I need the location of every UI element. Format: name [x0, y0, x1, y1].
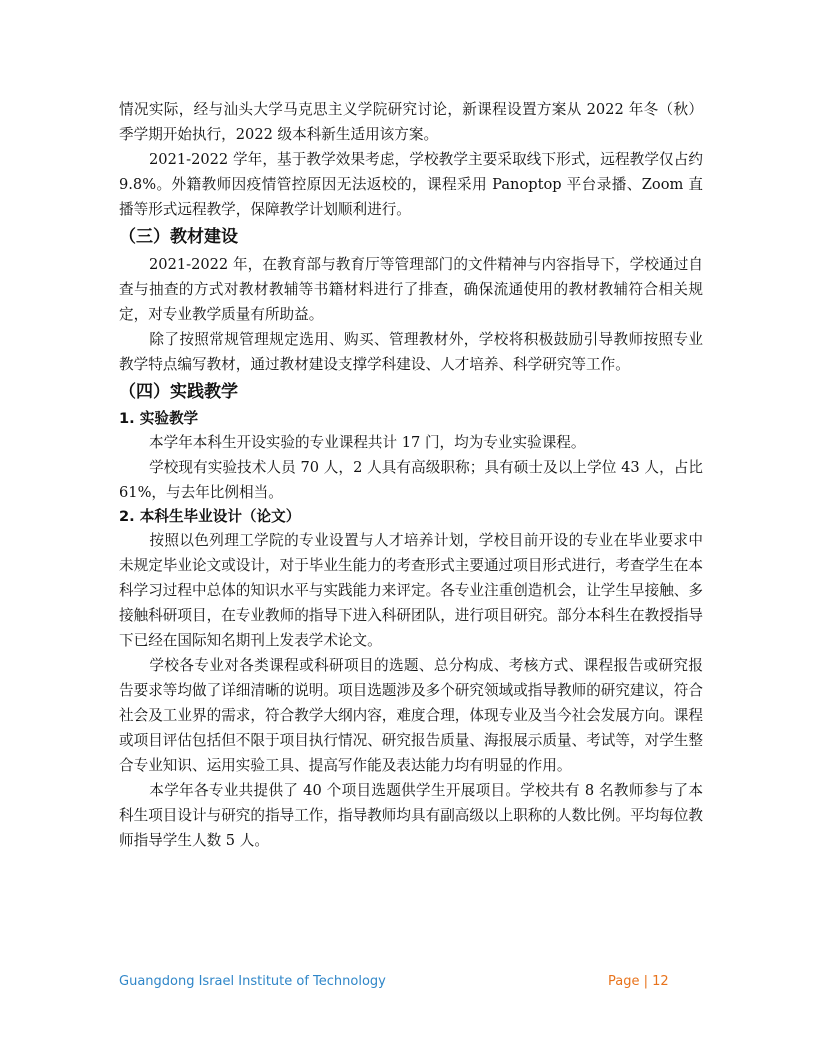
paragraph: 情况实际，经与汕头大学马克思主义学院研究讨论，新课程设置方案从 2022 年冬（秋）季学期开始执行，2022 级本科新生适用该方案。: [119, 101, 703, 143]
page-body: [119, 97, 703, 853]
footer-institution: Guangdong Israel Institute of Technology: [119, 974, 386, 989]
paragraph: 2021-2022 年，在教育部与教育厅等管理部门的文件精神与内容指导下，学校通过自查与抽查的方式对教材教辅等书籍材料进行了排查，确保流通使用的教材教辅符合相关规定，对专业教学质量有所助益。: [119, 256, 703, 323]
paragraph: 除了按照常规管理规定选用、购买、管理教材外，学校将积极鼓励引导教师按照专业教学特点编写教材，通过教材建设支撑学科建设、人才培养、科学研究等工作。: [119, 331, 703, 373]
paragraph: 本学年各专业共提供了 40 个项目选题供学生开展项目。学校共有 8 名教师参与了本科生项目设计与研究的指导工作，指导教师均具有副高级以上职称的人数比例。平均每位教师指导学生人数 5 人。: [119, 782, 703, 849]
section-heading: （三）教材建设: [119, 227, 238, 247]
paragraph: 按照以色列理工学院的专业设置与人才培养计划，学校目前开设的专业在毕业要求中未规定毕业论文或设计，对于毕业生能力的考查形式主要通过项目形式进行，考查学生在本科学习过程中总体的知识水平与实践能力来评定。各专业注重创造机会，让学生早接触、多接触科研项目，在专业教师的指导下进入科研团队，进行项目研究。部分本科生在教授指导下已经在国际知名期刊上发表学术论文。: [119, 532, 703, 649]
paragraph: 学校各专业对各类课程或科研项目的选题、总分构成、考核方式、课程报告或研究报告要求等均做了详细清晰的说明。项目选题涉及多个研究领域或指导教师的研究建议，符合社会及工业界的需求，符合教学大纲内容，难度合理，体现专业及当今社会发展方向。课程或项目评估包括但不限于项目执行情况、研究报告质量、海报展示质量、考试等，对学生整合专业知识、运用实验工具、提高写作能及表达能力均有明显的作用。: [119, 657, 703, 774]
subsection-heading: 2. 本科生毕业设计（论文）: [119, 508, 301, 525]
section-heading: （四）实践教学: [119, 382, 238, 402]
paragraph: 学校现有实验技术人员 70 人，2 人具有高级职称；具有硕士及以上学位 43 人，占比 61%，与去年比例相当。: [119, 459, 703, 501]
footer-page-number: Page | 12: [608, 974, 669, 989]
paragraph: 2021-2022 学年，基于教学效果考虑，学校教学主要采取线下形式，远程教学仅占约 9.8%。外籍教师因疫情管控原因无法返校的，课程采用 Panoptop 平台录播、Zoom 直播等形式远程教学，保障教学计划顺利进行。: [119, 151, 703, 218]
subsection-heading: 1. 实验教学: [119, 410, 199, 427]
paragraph: 本学年本科生开设实验的专业课程共计 17 门，均为专业实验课程。: [149, 434, 586, 451]
